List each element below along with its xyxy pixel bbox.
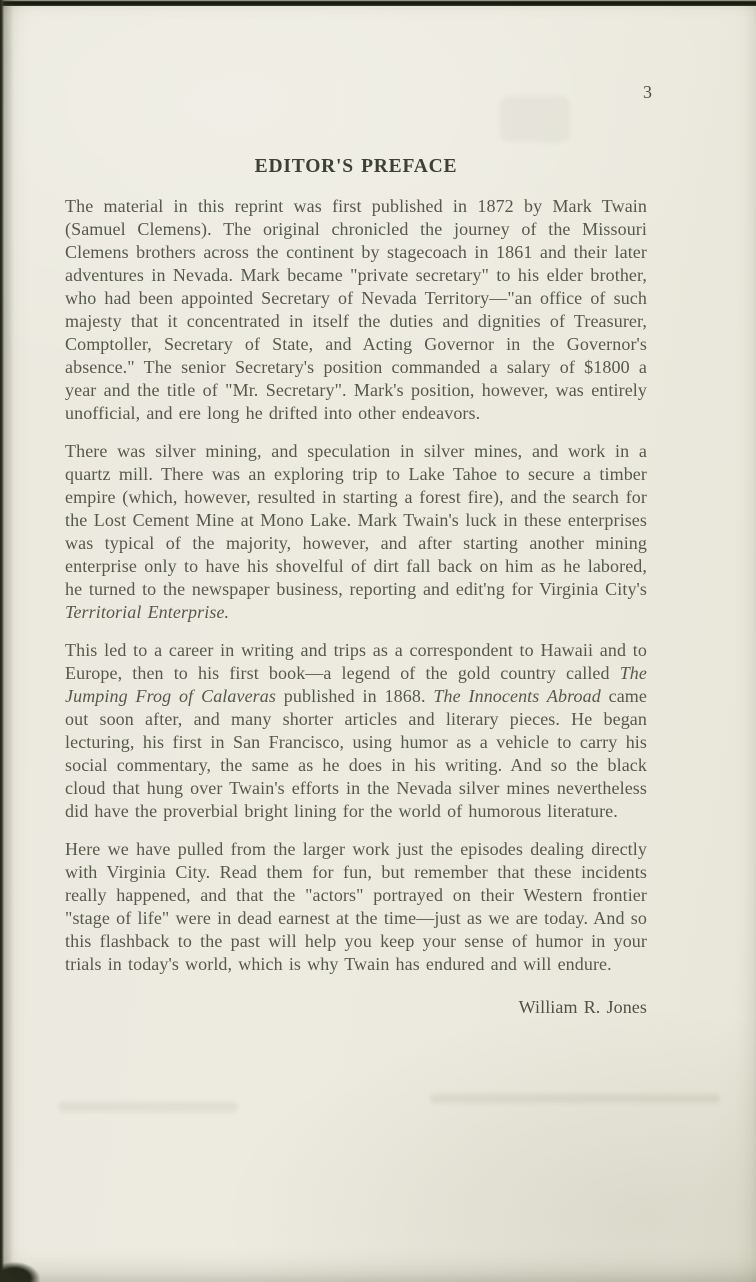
page-title: EDITOR'S PREFACE [254,156,458,177]
page-number: 3 [643,82,652,102]
preface-content [65,156,647,1019]
paragraph: This led to a career in writing and trips as a correspondent to Hawaii and to Europe, then to his first book—a legend of the gold country called The Jumping Frog of Calaveras published in 1868. The Innocents Abroad came out soon after, and many shorter articles and literary pieces. He began lecturing, his first in San Francisco, using humor as a vehicle to carry his social commentary, the same as he does in his writing. And so the black cloud that hung over Twain's efforts in the Nevada silver mines nevertheless did have the proverbial bright lining for the world of humorous literature. [65,640,648,821]
paragraph: There was silver mining, and speculation in silver mines, and work in a quartz mill. There was an exploring trip to Lake Tahoe to secure a timber empire (which, however, resulted in starting a forest fire), and the search for the Lost Cement Mine at Mono Lake. Mark Twain's luck in these enterprises was typical of the majority, however, and after starting another mining enterprise only to have his shovelful of dirt fall back on him as he labored, he turned to the newspaper business, reporting and edit'ng for Virginia City's Territorial Enterprise. [65,441,647,622]
preface-paragraphs [65,195,647,976]
page-top-edge [0,0,756,6]
show-through-smudge [58,1102,238,1112]
signature: William R. Jones [518,997,647,1017]
show-through-smudge [430,1094,720,1103]
show-through-smudge [500,96,570,142]
page-left-edge [0,0,14,1282]
paragraph: The material in this reprint was first published in 1872 by Mark Twain (Samuel Clemens). The original chronicled the journey of the Missouri Clemens brothers across the continent by stagecoach in 1861 and their later adventures in Nevada. Mark became "private secretary" to his elder brother, who had been appointed Secretary of Nevada Territory—"an office of such majesty that it concentrated in itself the duties and dignities of Treasurer, Comptoller, Secretary of State, and Acting Governor in the Governor's absence." The senior Secretary's position commanded a salary of $1800 a year and the title of "Mr. Secretary". Mark's position, however, was entirely unofficial, and ere long he drifted into other endeavors. [65,196,647,423]
bottom-left-corner-shadow [0,1262,40,1282]
paragraph: Here we have pulled from the larger work just the episodes dealing directly with Virginia City. Read them for fun, but remember that these incidents really happened, and that the "actors" portrayed on their Western frontier "stage of life" were in dead earnest at the time—just as we are today. And so this flashback to the past will help you keep your sense of humor in your trials in today's world, which is why Twain has endured and will endure. [65,839,647,974]
